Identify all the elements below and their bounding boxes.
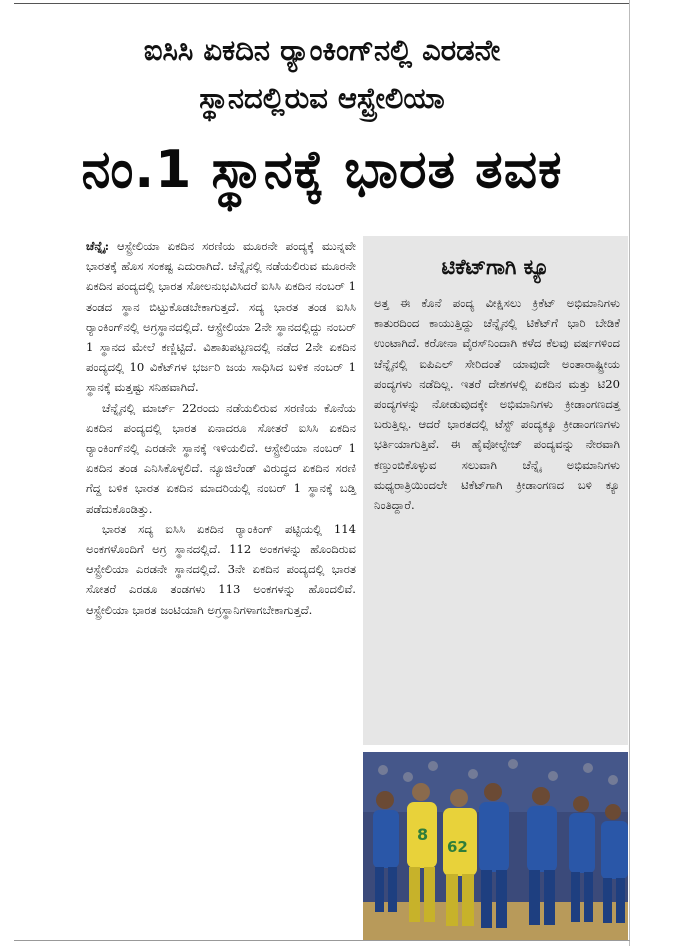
- sidebar-box: [363, 236, 628, 745]
- paragraph-1: [86, 236, 356, 398]
- jersey-number-2: 62: [447, 838, 468, 856]
- kicker-line-1: ಐಸಿಸಿ ಏಕದಿನ ರ್‍ಯಾಂಕಿಂಗ್‌ನಲ್ಲಿ ಎರಡನೇ: [143, 33, 501, 67]
- kicker-line-2: ಸ್ಥಾನದಲ್ಲಿರುವ ಆಸ್ಟ್ರೇಲಿಯಾ: [199, 81, 445, 115]
- sidebar-text: ಅತ್ತ ಈ ಕೊನೆ ಪಂದ್ಯ ವೀಕ್ಷಿಸಲು ಕ್ರಿಕೆಟ್ ಅಭಿಮಾನಿಗಳು ಕಾತುರದಿಂದ ಕಾಯುತ್ತಿದ್ದು ಚೆನ್ನೈನಲ್ಲಿ ಟಿಕೆಟ್‌ಗೆ ಭಾರಿ ಬೇಡಿಕೆ ಉಂಟಾಗಿದೆ. ಕರೋನಾ ವೈರಸ್‌ನಿಂದಾಗಿ ಕಳೆದ ಕೆಲವು ವರ್ಷಗಳಿಂದ ಚೆನ್ನೈನಲ್ಲಿ ಐಪಿಎಲ್ ಸೇರಿದಂತೆ ಯಾವುದೇ ಅಂತಾರಾಷ್ಟ್ರೀಯ ಪಂದ್ಯಗಳು ನಡೆದಿಲ್ಲ. ಇತರೆ ದೇಶಗಳಲ್ಲಿ ಏಕದಿನ ಮತ್ತು ಟಿ20 ಪಂದ್ಯಗಳನ್ನು ನೋಡುವುದಕ್ಕೇ ಅಭಿಮಾನಿಗಳು ಕ್ರೀಡಾಂಗಣದತ್ತ ಬರುತ್ತಿಲ್ಲ. ಆದರೆ ಭಾರತದಲ್ಲಿ ಟೆಸ್ಟ್ ಪಂದ್ಯಕ್ಕೂ ಕ್ರೀಡಾಂಗಣಗಳು ಭರ್ತಿಯಾಗುತ್ತಿವೆ. ಈ ಹೈವೋಲ್ಟೇಜ್ ಪಂದ್ಯವನ್ನು ನೇರವಾಗಿ ಕಣ್ತುಂಬಿಕೊಳ್ಳುವ ಸಲುವಾಗಿ ಚೆನ್ನೈ ಅಭಿಮಾನಿಗಳು ಮಧ್ಯರಾತ್ರಿಯಿಂದಲೇ ಟಿಕೆಟ್‌ಗಾಗಿ ಕ್ರೀಡಾಂಗಣದ ಬಳಿ ಕ್ಯೂ ನಿಂತಿದ್ದಾರೆ.: [374, 296, 620, 513]
- jersey-number-1: 8: [417, 825, 429, 844]
- article-body: [86, 236, 356, 620]
- bottom-rule: [14, 940, 630, 941]
- paragraph-2: ಚೆನ್ನೈನಲ್ಲಿ ಮಾರ್ಚ್ 22ರಂದು ನಡೆಯಲಿರುವ ಸರಣಿಯ ಕೊನೆಯ ಏಕದಿನ ಪಂದ್ಯದಲ್ಲಿ ಭಾರತ ಏನಾದರೂ ಸೋತರೆ ಐಸಿಸಿ ಏಕದಿನ ರ್‍ಯಾಂಕಿಂಗ್‌ನಲ್ಲಿ ಎರಡನೇ ಸ್ಥಾನಕ್ಕೆ ಇಳಿಯಲಿದೆ. ಆಸ್ಟ್ರೇಲಿಯಾ ನಂಬರ್ 1 ಏಕದಿನ ತಂಡ ಎನಿಸಿಕೊಳ್ಳಲಿದೆ. ನ್ಯೂಜಿಲೆಂಡ್ ವಿರುದ್ಧದ ಏಕದಿನ ಸರಣಿ ಗೆದ್ದ ಬಳಿಕ ಭಾರತ ಏಕದಿನ ಮಾದರಿಯಲ್ಲಿ ನಂಬರ್ 1 ಸ್ಥಾನಕ್ಕೆ ಬಡ್ತಿ ಪಡೆದುಕೊಂಡಿತ್ತು.: [86, 400, 356, 516]
- column-rule: [629, 0, 630, 946]
- top-rule: [14, 3, 630, 4]
- paragraph-1-text: ಆಸ್ಟ್ರೇಲಿಯಾ ಏಕದಿನ ಸರಣಿಯ ಮೂರನೇ ಪಂದ್ಯಕ್ಕೆ ಮುನ್ನವೇ ಭಾರತಕ್ಕೆ ಹೊಸ ಸಂಕಷ್ಟ ಎದುರಾಗಿದೆ. ಚೆನ್ನೈನಲ್ಲಿ ನಡೆಯಲಿರುವ ಮೂರನೇ ಏಕದಿನ ಪಂದ್ಯದಲ್ಲಿ ಭಾರತ ಸೋಲನುಭವಿಸಿದರೆ ಐಸಿಸಿ ಏಕದಿನ ನಂಬರ್ 1 ತಂಡದ ಸ್ಥಾನ ಬಿಟ್ಟುಕೊಡಬೇಕಾಗುತ್ತದೆ. ಸದ್ಯ ಭಾರತ ತಂಡ ಐಸಿಸಿ ರ್‍ಯಾಂಕಿಂಗ್‌ನಲ್ಲಿ ಅಗ್ರಸ್ಥಾನದಲ್ಲಿದೆ. ಆಸ್ಟ್ರೇಲಿಯಾ 2ನೇ ಸ್ಥಾನದಲ್ಲಿದ್ದು ನಂಬರ್ 1 ಸ್ಥಾನದ ಮೇಲೆ ಕಣ್ಣಿಟ್ಟಿದೆ. ವಿಶಾಖಪಟ್ಟಣದಲ್ಲಿ ನಡೆದ 2ನೇ ಏಕದಿನ ಪಂದ್ಯದಲ್ಲಿ 10 ವಿಕೆಟ್‌ಗಳ ಭರ್ಜರಿ ಜಯ ಸಾಧಿಸಿದ ಬಳಿಕ ನಂಬರ್ 1 ಸ್ಥಾನಕ್ಕೆ ಮತ್ತಷ್ಟು ಸನಿಹವಾಗಿದೆ.: [86, 239, 356, 395]
- headline: ನಂ.1 ಸ್ಥಾನಕ್ಕೆ ಭಾರತ ತವಕ: [81, 140, 563, 200]
- sidebar-title: ಟಿಕೆಟ್‌ಗಾಗಿ ಕ್ಯೂ: [441, 255, 550, 279]
- match-photo: [363, 752, 628, 940]
- players-illustration: [363, 752, 628, 940]
- dateline: ಚೆನ್ನೈ:: [86, 239, 110, 253]
- paragraph-3: ಭಾರತ ಸದ್ಯ ಐಸಿಸಿ ಏಕದಿನ ರ್‍ಯಾಂಕಿಂಗ್ ಪಟ್ಟಿಯಲ್ಲಿ 114 ಅಂಕಗಳೊಂದಿಗೆ ಅಗ್ರ ಸ್ಥಾನದಲ್ಲಿದೆ. 112 ಅಂಕಗಳನ್ನು ಹೊಂದಿರುವ ಆಸ್ಟ್ರೇಲಿಯಾ ಎರಡನೇ ಸ್ಥಾನದಲ್ಲಿದೆ. 3ನೇ ಏಕದಿನ ಪಂದ್ಯದಲ್ಲಿ ಭಾರತ ಸೋತರೆ ಎರಡೂ ತಂಡಗಳು 113 ಅಂಕಗಳನ್ನು ಹೊಂದಲಿವೆ. ಆಸ್ಟ್ರೇಲಿಯಾ ಭಾರತ ಜಂಟಿಯಾಗಿ ಅಗ್ರಸ್ಥಾನಿಗಳಾಗಬೇಕಾಗುತ್ತದೆ.: [86, 521, 356, 617]
